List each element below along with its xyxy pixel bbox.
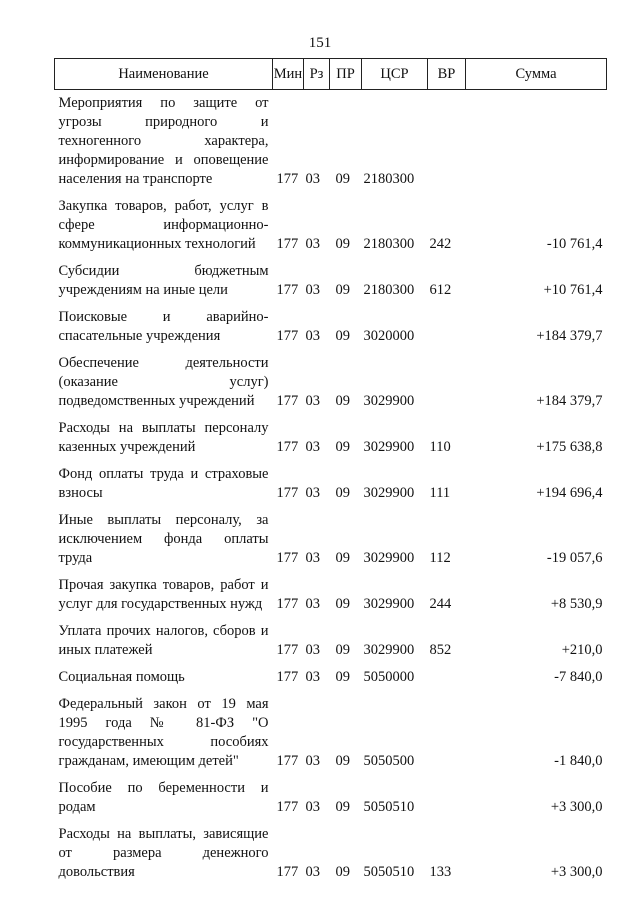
row-csr: 3029900 xyxy=(363,596,415,612)
table-row xyxy=(55,461,607,507)
row-pr: 09 xyxy=(335,550,350,566)
row-min: 177 xyxy=(276,864,299,880)
row-name: Обеспечение деятельности (оказание услуг) подведомственных учреждений xyxy=(58,355,269,409)
row-rz: 03 xyxy=(305,753,320,769)
row-name: Фонд оплаты труда и страховые взносы xyxy=(58,466,269,501)
row-vr: 110 xyxy=(429,439,451,455)
row-vr: 612 xyxy=(429,282,452,298)
row-pr: 09 xyxy=(335,485,350,501)
row-rz: 03 xyxy=(305,799,320,815)
row-sum xyxy=(466,90,607,194)
header-min: Мин xyxy=(273,59,304,90)
row-csr: 3020000 xyxy=(363,328,415,344)
table-row xyxy=(55,507,607,572)
row-name: Пособие по беременности и родам xyxy=(58,780,269,815)
header-name: Наименование xyxy=(55,59,273,90)
row-rz: 03 xyxy=(305,171,320,187)
row-min: 177 xyxy=(276,753,299,769)
row-rz: 03 xyxy=(305,642,320,658)
row-vr: 244 xyxy=(429,596,452,612)
row-pr: 09 xyxy=(335,642,350,658)
row-rz: 03 xyxy=(305,596,320,612)
row-vr xyxy=(428,664,466,691)
row-min: 177 xyxy=(276,485,299,501)
row-min: 177 xyxy=(276,550,299,566)
row-name: Расходы на выплаты, зависящие от размера денежного довольствия xyxy=(58,826,269,880)
table-row xyxy=(55,821,607,886)
row-min: 177 xyxy=(276,596,299,612)
row-pr: 09 xyxy=(335,669,350,685)
row-vr: 133 xyxy=(429,864,452,880)
row-sum: +8 530,9 xyxy=(550,596,603,612)
row-vr: 111 xyxy=(429,485,451,501)
row-min: 177 xyxy=(276,171,299,187)
row-csr: 3029900 xyxy=(363,439,415,455)
table-row xyxy=(55,775,607,821)
row-vr xyxy=(428,691,466,775)
row-rz: 03 xyxy=(305,550,320,566)
row-sum: +184 379,7 xyxy=(536,328,603,344)
row-rz: 03 xyxy=(305,236,320,252)
row-min: 177 xyxy=(276,328,299,344)
row-csr: 2180300 xyxy=(363,171,415,187)
row-pr: 09 xyxy=(335,864,350,880)
table-row xyxy=(55,415,607,461)
row-vr xyxy=(428,350,466,415)
row-vr: 242 xyxy=(429,236,452,252)
row-sum: -1 840,0 xyxy=(554,753,603,769)
row-pr: 09 xyxy=(335,282,350,298)
table-row xyxy=(55,618,607,664)
row-sum: +175 638,8 xyxy=(536,439,603,455)
row-csr: 2180300 xyxy=(363,282,415,298)
row-csr: 3029900 xyxy=(363,393,415,409)
row-sum: +194 696,4 xyxy=(536,485,603,501)
row-csr: 2180300 xyxy=(363,236,415,252)
row-rz: 03 xyxy=(305,864,320,880)
budget-table xyxy=(54,58,607,886)
row-min: 177 xyxy=(276,282,299,298)
table-row xyxy=(55,664,607,691)
row-pr: 09 xyxy=(335,596,350,612)
header-pr: ПР xyxy=(330,59,362,90)
row-sum: +10 761,4 xyxy=(543,282,603,298)
row-name: Расходы на выплаты персоналу казенных учреждений xyxy=(58,420,269,455)
table-header-row xyxy=(55,59,607,90)
row-csr: 5050510 xyxy=(363,799,415,815)
row-name: Закупка товаров, работ, услуг в сфере информационно-коммуникационных технологий xyxy=(58,198,269,252)
row-name: Субсидии бюджетным учреждениям на иные цели xyxy=(58,263,269,298)
row-min: 177 xyxy=(276,669,299,685)
row-sum: -19 057,6 xyxy=(546,550,603,566)
header-csr: ЦСР xyxy=(362,59,428,90)
row-rz: 03 xyxy=(305,328,320,344)
row-pr: 09 xyxy=(335,439,350,455)
row-min: 177 xyxy=(276,393,299,409)
row-min: 177 xyxy=(276,799,299,815)
row-rz: 03 xyxy=(305,485,320,501)
row-name: Поисковые и аварийно-спасательные учреждения xyxy=(58,309,269,344)
row-min: 177 xyxy=(276,439,299,455)
row-name: Мероприятия по защите от угрозы природного и техногенного характера, информирование и оповещение населения на транспорте xyxy=(58,95,269,187)
table-row xyxy=(55,304,607,350)
row-name: Социальная помощь xyxy=(58,669,185,685)
row-pr: 09 xyxy=(335,171,350,187)
header-vr: ВР xyxy=(428,59,466,90)
row-rz: 03 xyxy=(305,669,320,685)
row-min: 177 xyxy=(276,236,299,252)
table-row xyxy=(55,258,607,304)
page-number: 151 xyxy=(308,35,332,51)
row-pr: 09 xyxy=(335,799,350,815)
row-pr: 09 xyxy=(335,328,350,344)
table-row xyxy=(55,193,607,258)
row-vr xyxy=(428,775,466,821)
row-csr: 5050510 xyxy=(363,864,415,880)
table-row xyxy=(55,350,607,415)
table-row xyxy=(55,572,607,618)
row-sum: -7 840,0 xyxy=(554,669,603,685)
row-pr: 09 xyxy=(335,393,350,409)
row-rz: 03 xyxy=(305,282,320,298)
table-body xyxy=(55,90,607,887)
row-name: Федеральный закон от 19 мая 1995 года № 81-ФЗ "О государственных пособиях гражданам, имеющим детей" xyxy=(58,696,269,769)
row-vr: 112 xyxy=(429,550,451,566)
table-row xyxy=(55,90,607,194)
row-csr: 5050000 xyxy=(363,669,415,685)
row-sum: +3 300,0 xyxy=(550,799,603,815)
row-csr: 3029900 xyxy=(363,485,415,501)
row-vr: 852 xyxy=(429,642,452,658)
row-sum: +184 379,7 xyxy=(536,393,603,409)
row-pr: 09 xyxy=(335,753,350,769)
row-name: Уплата прочих налогов, сборов и иных платежей xyxy=(58,623,269,658)
row-pr: 09 xyxy=(335,236,350,252)
row-csr: 5050500 xyxy=(363,753,415,769)
table-row xyxy=(55,691,607,775)
row-sum: -10 761,4 xyxy=(546,236,603,252)
row-name: Прочая закупка товаров, работ и услуг для государственных нужд xyxy=(58,577,269,612)
row-vr xyxy=(428,304,466,350)
row-rz: 03 xyxy=(305,393,320,409)
header-rz: Рз xyxy=(304,59,330,90)
row-csr: 3029900 xyxy=(363,550,415,566)
row-rz: 03 xyxy=(305,439,320,455)
row-sum: +3 300,0 xyxy=(550,864,603,880)
row-vr xyxy=(428,90,466,194)
row-name: Иные выплаты персоналу, за исключением фонда оплаты труда xyxy=(58,512,269,566)
row-sum: +210,0 xyxy=(561,642,603,658)
row-min: 177 xyxy=(276,642,299,658)
header-sum: Сумма xyxy=(466,59,607,90)
row-csr: 3029900 xyxy=(363,642,415,658)
